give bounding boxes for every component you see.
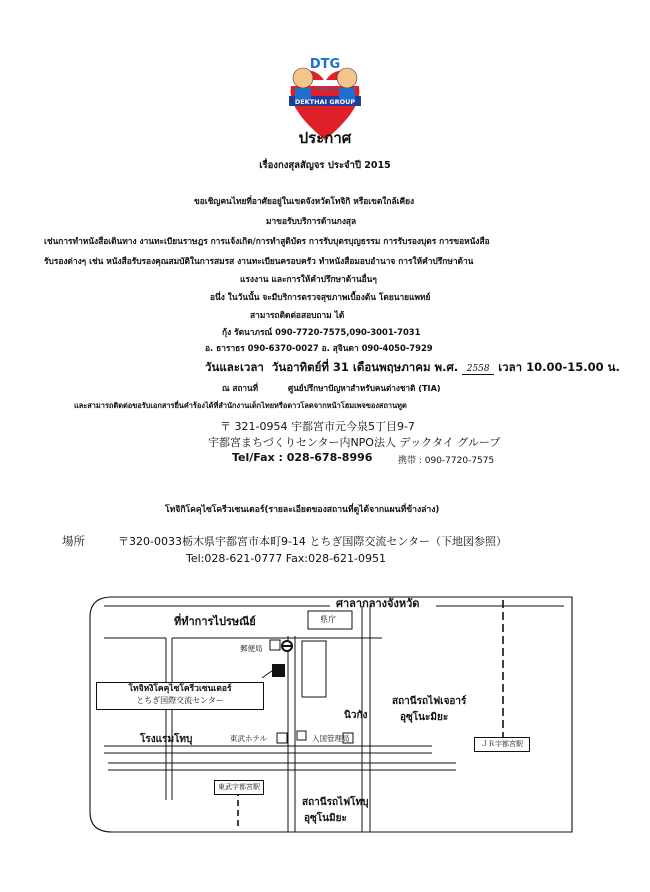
map-city-hall: ศาลากลางจังหวัด bbox=[336, 597, 420, 610]
contact-postal: 〒 321-0954 宇都宮市元今泉5丁目9-7 bbox=[220, 420, 415, 433]
venue-address: 〒320-0033栃木県宇都宮市本町9-14 とちぎ国際交流センター（下地図参照） bbox=[118, 535, 507, 548]
map-jr-station-th-2: อุซุโนะมิยะ bbox=[400, 712, 449, 723]
venue-label: ณ สถานที่ bbox=[222, 383, 258, 393]
map-kencho: 県庁 bbox=[320, 615, 336, 624]
subject-line: เรื่องกงสุลสัญจร ประจำปี 2015 bbox=[259, 160, 391, 171]
venue-phone: Tel:028-621-0777 Fax:028-621-0951 bbox=[186, 552, 386, 565]
logo-top-text: DTG bbox=[309, 57, 341, 72]
date-label: วันและเวลา bbox=[205, 360, 264, 374]
map-immigration-jp: 入国管理局 bbox=[312, 734, 350, 743]
map-jr-station-jp: ＪＲ宇都宮駅 bbox=[474, 737, 530, 752]
map-hotel-jp: 東武ホテル bbox=[230, 734, 268, 743]
logo-ribbon-text: DEKTHAI GROUP bbox=[294, 98, 356, 106]
date-text: วันอาทิตย์ที่ 31 เดือนพฤษภาคม พ.ศ. bbox=[271, 360, 459, 374]
time-text: เวลา 10.00-15.00 น. bbox=[498, 360, 620, 374]
map-tobu-station-th-2: อุซุโนมิยะ bbox=[304, 813, 347, 824]
year-handwritten: 2558 bbox=[462, 364, 494, 375]
body-line-6: อนึ่ง ในวันนั้น จะมีบริการตรวจสุขภาพเบื้องต้น โดยนายแพทย์ bbox=[210, 292, 431, 302]
map-jr-station-th-1: สถานีรถไฟเจอาร์ bbox=[392, 696, 467, 707]
documents-note: และสามารถติดต่อขอรับเอกสารยื่นคำร้องได้ที่สำนักงานเด็กไทยหรือดาวโลดจากหน้าโฮมเพจของสถานทูต bbox=[74, 401, 407, 410]
body-line-7: สามารถติดต่อสอบถาม ได้ bbox=[250, 310, 345, 320]
map-center-jp: とちぎ国際交流センター bbox=[136, 696, 224, 705]
map-center-label-box bbox=[96, 682, 264, 710]
map-niwakan: นิวกัง bbox=[344, 710, 368, 721]
venue-text: ศูนย์ปรึกษาปัญหาสำหรับคนต่างชาติ (TIA) bbox=[288, 383, 441, 393]
body-line-5: แรงงาน และการให้คำปรึกษาด้านอื่นๆ bbox=[240, 274, 377, 284]
contact-telfax: Tel/Fax : 028-678-8996 bbox=[232, 451, 373, 464]
contact-org: 宇都宮まちづくりセンター内NPO法人 デックタイ グループ bbox=[208, 436, 501, 449]
body-line-1: ขอเชิญคนไทยที่อาศัยอยู่ในเขตจังหวัดโทจิกิ หรือเขตใกล้เคียง bbox=[194, 196, 415, 206]
page-title: ประกาศ bbox=[298, 129, 352, 147]
map-center-th: โทจิหงิโคคุไซโครีวเซนเตอร์ bbox=[128, 684, 232, 694]
body-line-9: อ. ธาราธร 090-6370-0027 อ. สุจินดา 090-4050-7929 bbox=[205, 343, 433, 353]
body-line-8: กุ้ง รัตนาภรณ์ 090-7720-7575,090-3001-7031 bbox=[222, 327, 421, 337]
map-post-office-jp: 郵便局 bbox=[240, 644, 263, 653]
contact-mobile: 携帯 : 090-7720-7575 bbox=[398, 456, 495, 466]
body-line-3: เช่นการทำหนังสือเดินทาง งานทะเบียนราษฎร การแจ้งเกิด/การทำสูติบัตร การรับบุตรบุญธรรม การรับรองบุตร การขอหนังสือ bbox=[44, 236, 490, 246]
map-tobu-station-jp: 東武宇都宮駅 bbox=[214, 780, 264, 795]
map-post-office-th: ที่ทำการไปรษณีย์ bbox=[174, 615, 256, 628]
body-line-2: มาขอรับบริการด้านกงสุล bbox=[266, 216, 357, 226]
venue-heading: โทจิกิโคคุไซโครีวเซนเตอร์(รายละเอียดของสถานที่ดูได้จากแผนที่ข้างล่าง) bbox=[165, 505, 440, 515]
map-hotel-th: โรงแรมโทบุ bbox=[140, 734, 193, 745]
place-label: 場所 bbox=[62, 534, 85, 548]
body-line-4: รับรองต่างๆ เช่น หนังสือรับรองคุณสมบัติในการสมรส งานทะเบียนครอบครัว ทำหนังสือมอบอำนาจ การให้คำปรึกษาด้าน bbox=[44, 256, 474, 266]
logo-small-text: TOCHIGI bbox=[314, 87, 336, 93]
map-tobu-station-th-1: สถานีรถไฟโทบุ bbox=[302, 797, 369, 808]
